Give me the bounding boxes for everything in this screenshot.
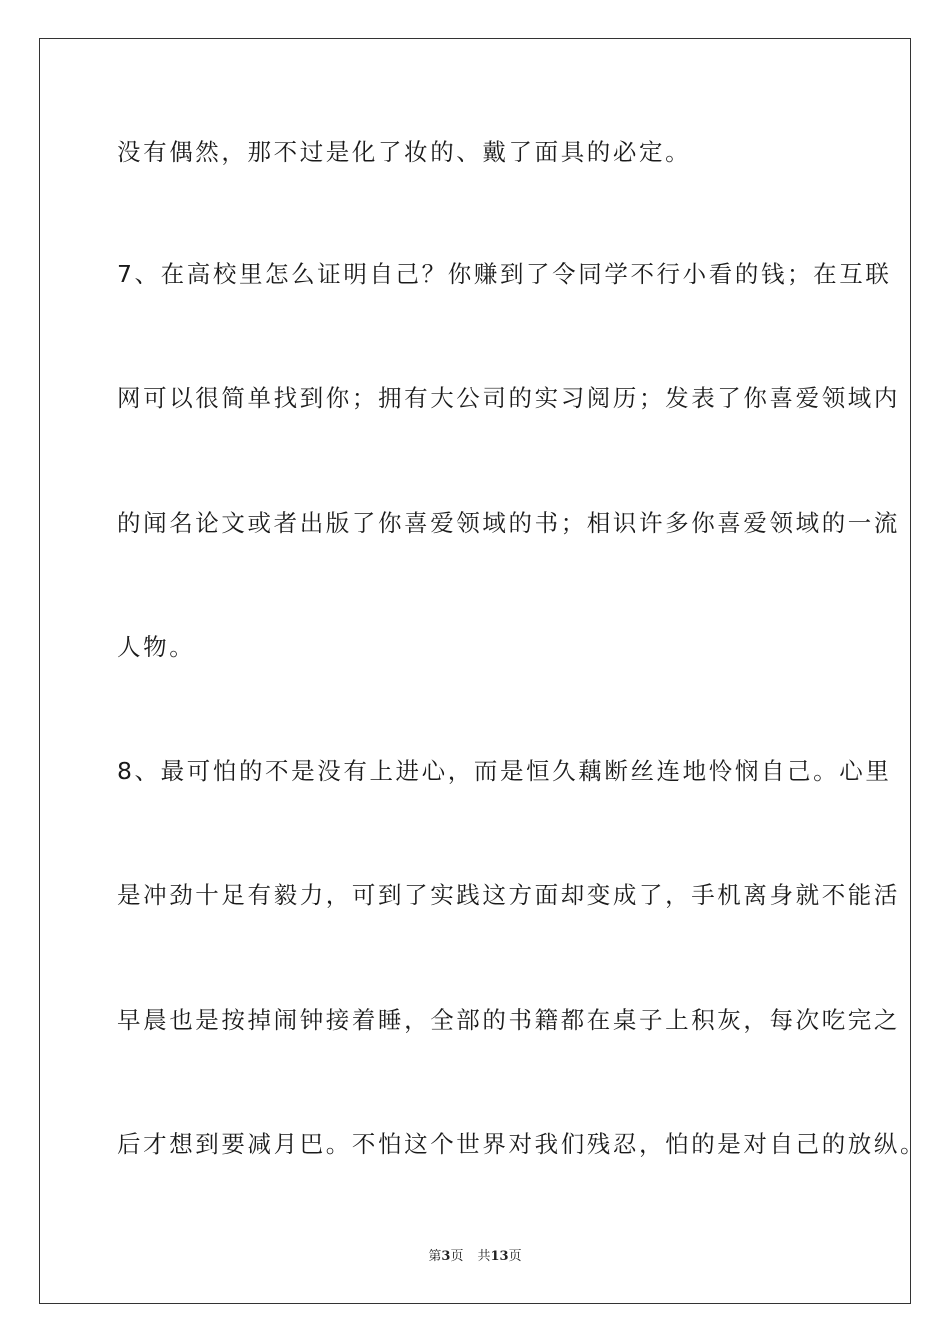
total-pages-suffix: 页	[508, 1249, 522, 1264]
total-page-count: 13	[490, 1249, 509, 1264]
body-text-line-4: 的闻名论文或者出版了你喜爱领域的书；相识许多你喜爱领域的一流	[117, 509, 900, 537]
body-text-line-3: 网可以很简单找到你；拥有大公司的实习阅历；发表了你喜爱领域内	[117, 384, 900, 412]
body-text-line-2: 7、在高校里怎么证明自己？你赚到了令同学不行小看的钱；在互联	[117, 260, 892, 288]
body-text-line-1: 没有偶然，那不过是化了妆的、戴了面具的必定。	[117, 138, 692, 166]
page-number-prefix: 第	[428, 1249, 442, 1264]
page-number-suffix: 页	[450, 1249, 464, 1264]
body-text-line-9: 后才想到要减月巴。不怕这个世界对我们残忍，怕的是对自己的放纵。	[117, 1130, 927, 1158]
body-text-line-8: 早晨也是按掉闹钟接着睡，全部的书籍都在桌子上积灰，每次吃完之	[117, 1006, 900, 1034]
total-pages-prefix: 共	[477, 1249, 491, 1264]
body-text-line-6: 8、最可怕的不是没有上进心，而是恒久藕断丝连地怜悯自己。心里	[117, 757, 892, 785]
body-text-line-7: 是冲劲十足有毅力，可到了实践这方面却变成了，手机离身就不能活	[117, 881, 900, 909]
page-border	[39, 38, 927, 1304]
page-footer	[0, 1248, 950, 1266]
body-text-line-5: 人物。	[117, 633, 196, 661]
current-page-number: 3	[441, 1249, 451, 1264]
